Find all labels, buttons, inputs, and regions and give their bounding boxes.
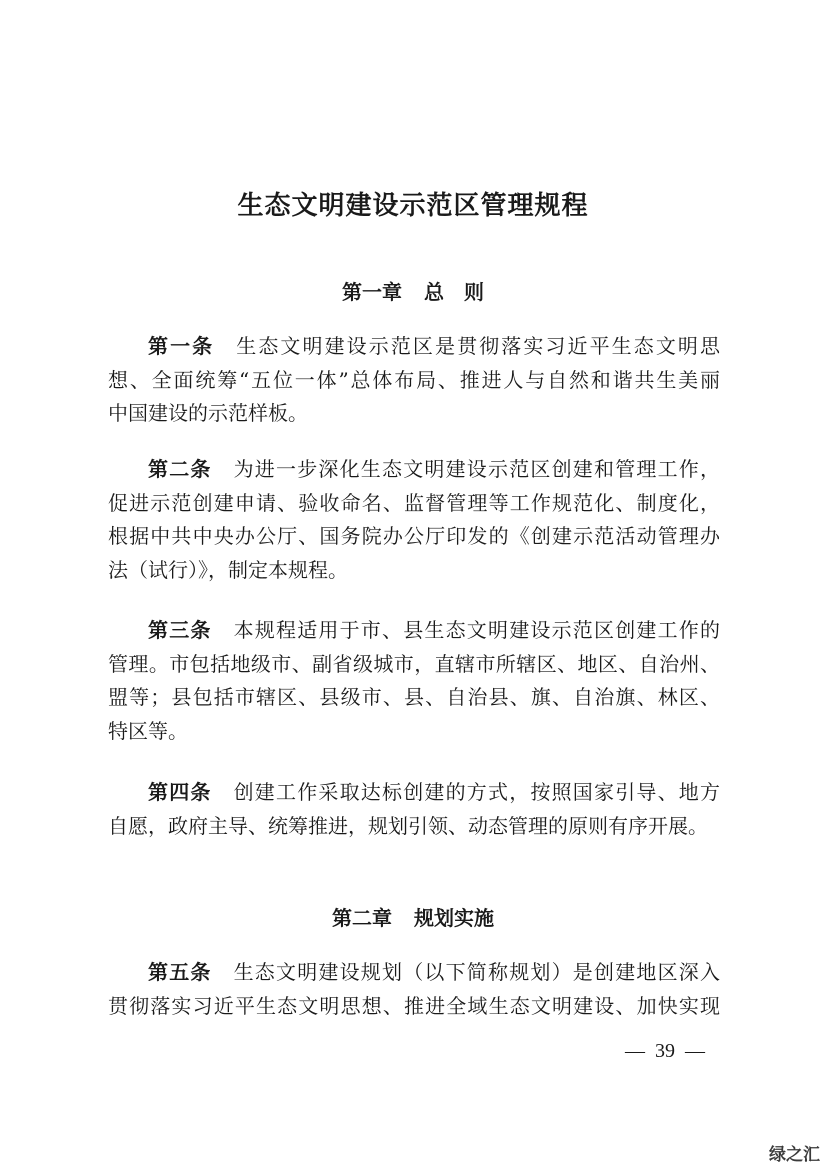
article-line: 根据中共中央办公厅、国务院办公厅印发的《创建示范活动管理办 (108, 524, 720, 548)
article-line: 第四条 创建工作采取达标创建的方式，按照国家引导、地方 (148, 780, 720, 804)
article-line: 想、全面统筹“五位一体”总体布局、推进人与自然和谐共生美丽 (108, 367, 720, 392)
article-line: 第一条 生态文明建设示范区是贯彻落实习近平生态文明思 (148, 334, 720, 358)
article-line: 管理。市包括地级市、副省级城市，直辖市所辖区、地区、自治州、 (108, 651, 720, 676)
article-line: 促进示范创建申请、验收命名、监督管理等工作规范化、制度化， (108, 490, 720, 515)
article-line: 第三条 本规程适用于市、县生态文明建设示范区创建工作的 (148, 618, 720, 642)
article-5 (108, 956, 720, 1023)
chapter-heading-1 (0, 276, 826, 305)
article-line: 第二条 为进一步深化生态文明建设示范区创建和管理工作， (148, 457, 720, 481)
article-3 (108, 614, 720, 748)
article-label: 第二条 (148, 457, 212, 481)
article-line: 特区等。 (108, 718, 188, 743)
chapter-name: 规划实施 (414, 906, 494, 930)
article-line: 中国建设的示范样板。 (108, 401, 308, 425)
article-line: 法（试行）》，制定本规程。 (108, 557, 348, 582)
chapter-heading-2 (0, 902, 826, 931)
page-dash-left: — (625, 1040, 645, 1062)
article-4 (108, 776, 720, 843)
chapter-number: 第二章 (332, 906, 392, 930)
article-line: 自愿，政府主导、统筹推进，规划引领、动态管理的原则有序开展。 (108, 813, 708, 838)
article-2 (108, 453, 720, 587)
article-label: 第三条 (148, 618, 212, 642)
article-1 (108, 330, 720, 431)
article-line: 盟等；县包括市辖区、县级市、县、自治县、旗、自治旗、林区、 (108, 685, 720, 709)
article-label: 第一条 (148, 334, 215, 358)
article-line: 第五条 生态文明建设规划（以下简称规划）是创建地区深入 (148, 960, 720, 984)
watermark-logo: 绿之汇 (769, 1145, 820, 1165)
document-title: 生态文明建设示范区管理规程 (237, 191, 589, 221)
page-number-value: 39 (655, 1040, 675, 1062)
chapter-name: 总 则 (424, 280, 484, 304)
page-dash-right: — (685, 1040, 705, 1062)
article-label: 第五条 (148, 960, 212, 984)
article-line: 贯彻落实习近平生态文明思想、推进全域生态文明建设、加快实现 (108, 993, 720, 1018)
article-label: 第四条 (148, 780, 212, 804)
chapter-number: 第一章 (342, 280, 402, 304)
page-number (615, 1040, 715, 1063)
